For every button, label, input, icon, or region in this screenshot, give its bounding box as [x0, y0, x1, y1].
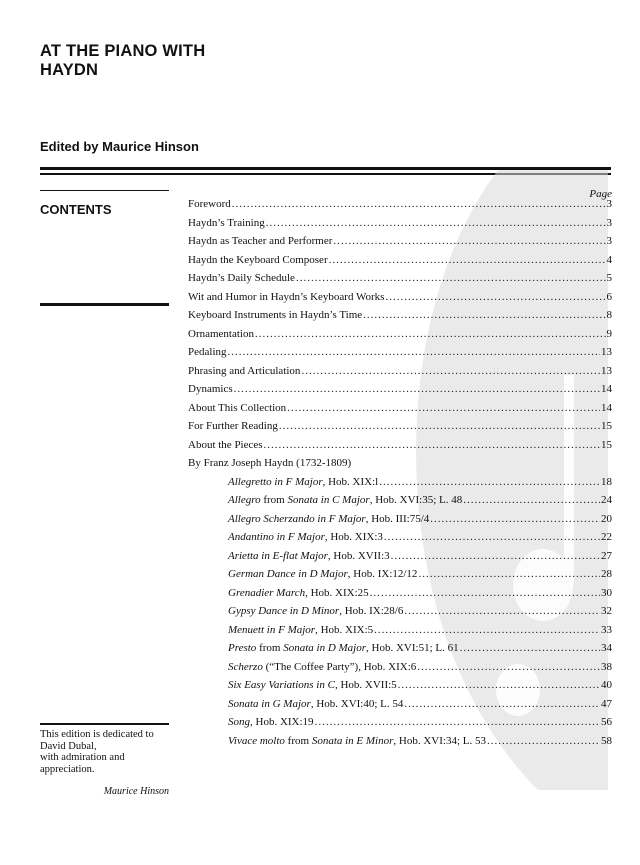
piece-title-text-2: , Hob. XVI:35; L. 48 — [369, 494, 463, 506]
toc-entry-title: Haydn’s Training — [188, 216, 265, 229]
composer-line: By Franz Joseph Haydn (1732-1809) — [188, 457, 352, 469]
piece-title-text: , Hob. XIX:19 — [250, 716, 314, 728]
toc-piece-entry[interactable] — [228, 550, 612, 569]
toc-piece-page: 34 — [601, 642, 612, 654]
piece-title-italic: Gypsy Dance in D Minor — [228, 605, 340, 617]
toc-entry-title: About This Collection — [188, 401, 287, 414]
toc-piece-page: 38 — [601, 660, 612, 673]
toc-piece-title — [228, 605, 403, 617]
toc-piece-page: 47 — [601, 697, 612, 710]
page-column-label: Page — [589, 188, 612, 200]
toc-entry-page: 3 — [606, 198, 612, 210]
toc-entry[interactable] — [188, 235, 612, 254]
toc-entry-title: For Further Reading — [188, 420, 278, 432]
piece-title-text: , Hob. IX:28/6 — [339, 605, 404, 617]
piece-title-italic: Sonata in G Major — [228, 697, 311, 710]
toc-leader-dots — [329, 254, 606, 266]
piece-title-text: from — [256, 642, 284, 654]
piece-title-text: from — [284, 734, 312, 747]
piece-title-italic: German Dance in D Major — [228, 568, 348, 580]
toc-entry[interactable] — [188, 272, 612, 291]
toc-piece-page: 40 — [601, 679, 612, 691]
toc-entry-page: 8 — [606, 309, 612, 321]
toc-piece-page: 24 — [601, 494, 612, 506]
piece-title-text-2: , Hob. XVI:51; L. 61 — [366, 642, 459, 654]
toc-entry[interactable] — [188, 420, 612, 439]
toc-piece-entry[interactable] — [228, 513, 612, 532]
toc-entry-title: Foreword — [188, 198, 231, 210]
toc-piece-title — [228, 513, 429, 525]
dedication-note — [40, 729, 180, 775]
toc-entry-title: Haydn’s Daily Schedule — [188, 272, 295, 284]
toc-piece-page: 33 — [601, 623, 612, 636]
toc-entry-page: 14 — [601, 383, 612, 395]
toc-leader-dots — [296, 272, 606, 284]
toc-leader-dots — [315, 716, 600, 728]
piece-title-italic: Menuett in F Major — [228, 623, 316, 636]
toc-entry[interactable] — [188, 439, 612, 458]
toc-entry[interactable] — [188, 383, 612, 402]
left-rule-thin — [40, 190, 169, 191]
toc-piece-title — [228, 476, 378, 488]
toc-leader-dots — [384, 531, 600, 543]
toc-leader-dots — [363, 309, 605, 321]
title-line-2: HAYDN — [40, 61, 99, 79]
toc-entry-page: 15 — [601, 420, 612, 432]
book-title — [40, 42, 205, 80]
piece-title-text: , Hob. XIX:3 — [324, 531, 383, 543]
toc-piece-entry[interactable] — [228, 698, 612, 717]
dedication-rule — [40, 723, 169, 725]
toc-entry-page: 14 — [601, 401, 612, 414]
toc-piece-page: 58 — [601, 734, 612, 747]
piece-title-italic: Song — [228, 716, 250, 728]
dedication-line: David Dubal, — [40, 740, 97, 752]
toc-piece-page: 27 — [601, 549, 612, 562]
toc-piece-page: 30 — [601, 586, 612, 599]
toc-leader-dots — [379, 476, 600, 488]
toc-entry[interactable] — [188, 217, 612, 236]
toc-entry[interactable] — [188, 346, 612, 365]
toc-piece-entry[interactable] — [228, 624, 612, 643]
piece-title-text: , Hob. XIX:l — [322, 475, 379, 488]
toc-entry-title: Haydn the Keyboard Composer — [188, 253, 328, 266]
toc-leader-dots — [391, 550, 600, 562]
toc-entry[interactable] — [188, 254, 612, 273]
toc-piece-entry[interactable] — [228, 587, 612, 606]
piece-title-italic: Scherzo — [228, 660, 263, 673]
toc-entry-title: Pedaling — [188, 346, 227, 358]
piece-title-italic: Arietta in E-flat Major — [228, 549, 328, 562]
toc-piece-page: 22 — [601, 531, 612, 543]
toc-entry-title: Keyboard Instruments in Haydn’s Time — [188, 309, 363, 321]
left-rule-thick — [40, 303, 169, 306]
toc-piece-title — [228, 494, 462, 506]
toc-piece-entry[interactable] — [228, 679, 612, 698]
title-line-1: AT THE PIANO WITH — [40, 42, 206, 60]
toc-leader-dots — [404, 605, 600, 617]
toc-piece-title — [228, 735, 486, 747]
toc-leader-dots — [228, 346, 601, 358]
toc-leader-dots — [374, 624, 600, 636]
toc-entry-page: 3 — [606, 216, 612, 229]
toc-leader-dots — [398, 679, 600, 691]
toc-piece-entry[interactable] — [228, 531, 612, 550]
toc-leader-dots — [463, 494, 600, 506]
toc-piece-title — [228, 716, 314, 728]
toc-leader-dots — [404, 698, 600, 710]
toc-piece-title — [228, 550, 390, 562]
piece-title-italic: Grenadier March — [228, 586, 306, 599]
toc-leader-dots — [430, 513, 600, 525]
piece-title-text: , Hob. XVII:5 — [334, 679, 397, 691]
piece-title-italic: Allegro — [228, 494, 261, 506]
toc-entry-page: 13 — [601, 364, 612, 377]
toc-piece-title — [228, 531, 383, 543]
toc-leader-dots — [287, 402, 600, 414]
toc-piece-title — [228, 698, 403, 710]
toc-entry[interactable] — [188, 402, 612, 421]
toc-leader-dots — [487, 735, 600, 747]
toc-leader-dots — [385, 291, 605, 303]
toc-piece-title — [228, 624, 373, 636]
toc-piece-page: 20 — [601, 512, 612, 525]
piece-title-text: from — [260, 494, 288, 506]
piece-title-text: , Hob. IX:12/12 — [347, 568, 418, 580]
dedication-line: This edition is dedicated to — [40, 729, 154, 740]
composer-heading — [188, 457, 612, 476]
toc-entry[interactable] — [188, 291, 612, 310]
toc-entry-title: About the Pieces — [188, 438, 263, 451]
toc-piece-page: 18 — [601, 475, 612, 488]
toc-entry-page: 3 — [606, 235, 612, 247]
toc-piece-entry[interactable] — [228, 735, 612, 754]
toc-leader-dots — [417, 661, 600, 673]
contents-heading: CONTENTS — [40, 202, 112, 217]
toc-leader-dots — [264, 439, 600, 451]
piece-title-italic: Presto — [228, 642, 257, 654]
signature: Maurice Hinson — [103, 786, 169, 797]
toc-piece-title — [228, 568, 417, 580]
toc-entry-title: Phrasing and Articulation — [188, 364, 301, 377]
piece-title-text: , Hob. XIX:25 — [305, 586, 369, 599]
toc-piece-entry[interactable] — [228, 605, 612, 624]
toc-entry[interactable] — [188, 365, 612, 384]
toc-piece-entry[interactable] — [228, 642, 612, 661]
toc-leader-dots — [279, 420, 600, 432]
toc-entry-title: Wit and Humor in Haydn’s Keyboard Works — [188, 290, 385, 303]
toc-entry-title: Ornamentation — [188, 327, 254, 340]
piece-title-italic: Vivace molto — [228, 734, 285, 747]
table-of-contents — [188, 198, 612, 753]
piece-title-text: , Hob. III:75/4 — [365, 512, 430, 525]
toc-entry-page: 13 — [601, 346, 612, 358]
toc-entry[interactable] — [188, 309, 612, 328]
toc-piece-page: 28 — [601, 568, 612, 580]
toc-piece-title — [228, 587, 369, 599]
toc-entry[interactable] — [188, 198, 612, 217]
toc-entry-title: Dynamics — [188, 383, 233, 395]
piece-title-text: , Hob. XIX:5 — [315, 623, 374, 636]
piece-title-italic: Allegro Scherzando in F Major — [228, 512, 366, 525]
piece-title-text: , Hob. XVI:40; L. 54 — [310, 697, 404, 710]
piece-title-italic-2: Sonata in D Major — [283, 642, 367, 654]
piece-title-italic: Andantino in F Major — [228, 531, 325, 543]
toc-piece-entry[interactable] — [228, 476, 612, 495]
toc-entry-page: 6 — [606, 290, 612, 303]
piece-title-text: , Hob. XVII:3 — [327, 549, 390, 562]
toc-entry-page: 4 — [606, 253, 612, 266]
toc-leader-dots — [232, 198, 606, 210]
piece-title-italic-2: Sonata in E Minor — [311, 734, 394, 747]
toc-piece-entry[interactable] — [228, 568, 612, 587]
toc-entry-title: Haydn as Teacher and Performer — [188, 235, 333, 247]
toc-piece-entry[interactable] — [228, 661, 612, 680]
toc-piece-page: 32 — [601, 605, 612, 617]
toc-leader-dots — [418, 568, 600, 580]
toc-leader-dots — [255, 328, 606, 340]
toc-piece-title — [228, 661, 416, 673]
piece-title-italic: Six Easy Variations in C — [228, 679, 335, 691]
toc-piece-entry[interactable] — [228, 716, 612, 735]
dedication-line: with admiration and — [40, 752, 125, 763]
toc-piece-entry[interactable] — [228, 494, 612, 513]
toc-piece-title — [228, 679, 397, 691]
toc-entry-page: 15 — [601, 438, 612, 451]
piece-title-italic-2: Sonata in C Major — [287, 494, 370, 506]
dedication-line: appreciation. — [40, 763, 95, 775]
toc-leader-dots — [266, 217, 606, 229]
toc-entry-page: 5 — [606, 272, 612, 284]
toc-leader-dots — [333, 235, 605, 247]
piece-title-italic: Allegretto in F Major — [228, 475, 323, 488]
toc-entry[interactable] — [188, 328, 612, 347]
piece-title-text-2: , Hob. XVI:34; L. 53 — [393, 734, 486, 747]
toc-leader-dots — [460, 642, 600, 654]
toc-entry-page: 9 — [606, 327, 612, 340]
toc-leader-dots — [370, 587, 600, 599]
toc-leader-dots — [301, 365, 600, 377]
toc-piece-title — [228, 642, 459, 654]
toc-piece-page: 56 — [601, 716, 612, 728]
piece-title-text: (“The Coffee Party”), Hob. XIX:6 — [262, 660, 417, 673]
toc-leader-dots — [234, 383, 600, 395]
editor-credit: Edited by Maurice Hinson — [40, 139, 199, 154]
